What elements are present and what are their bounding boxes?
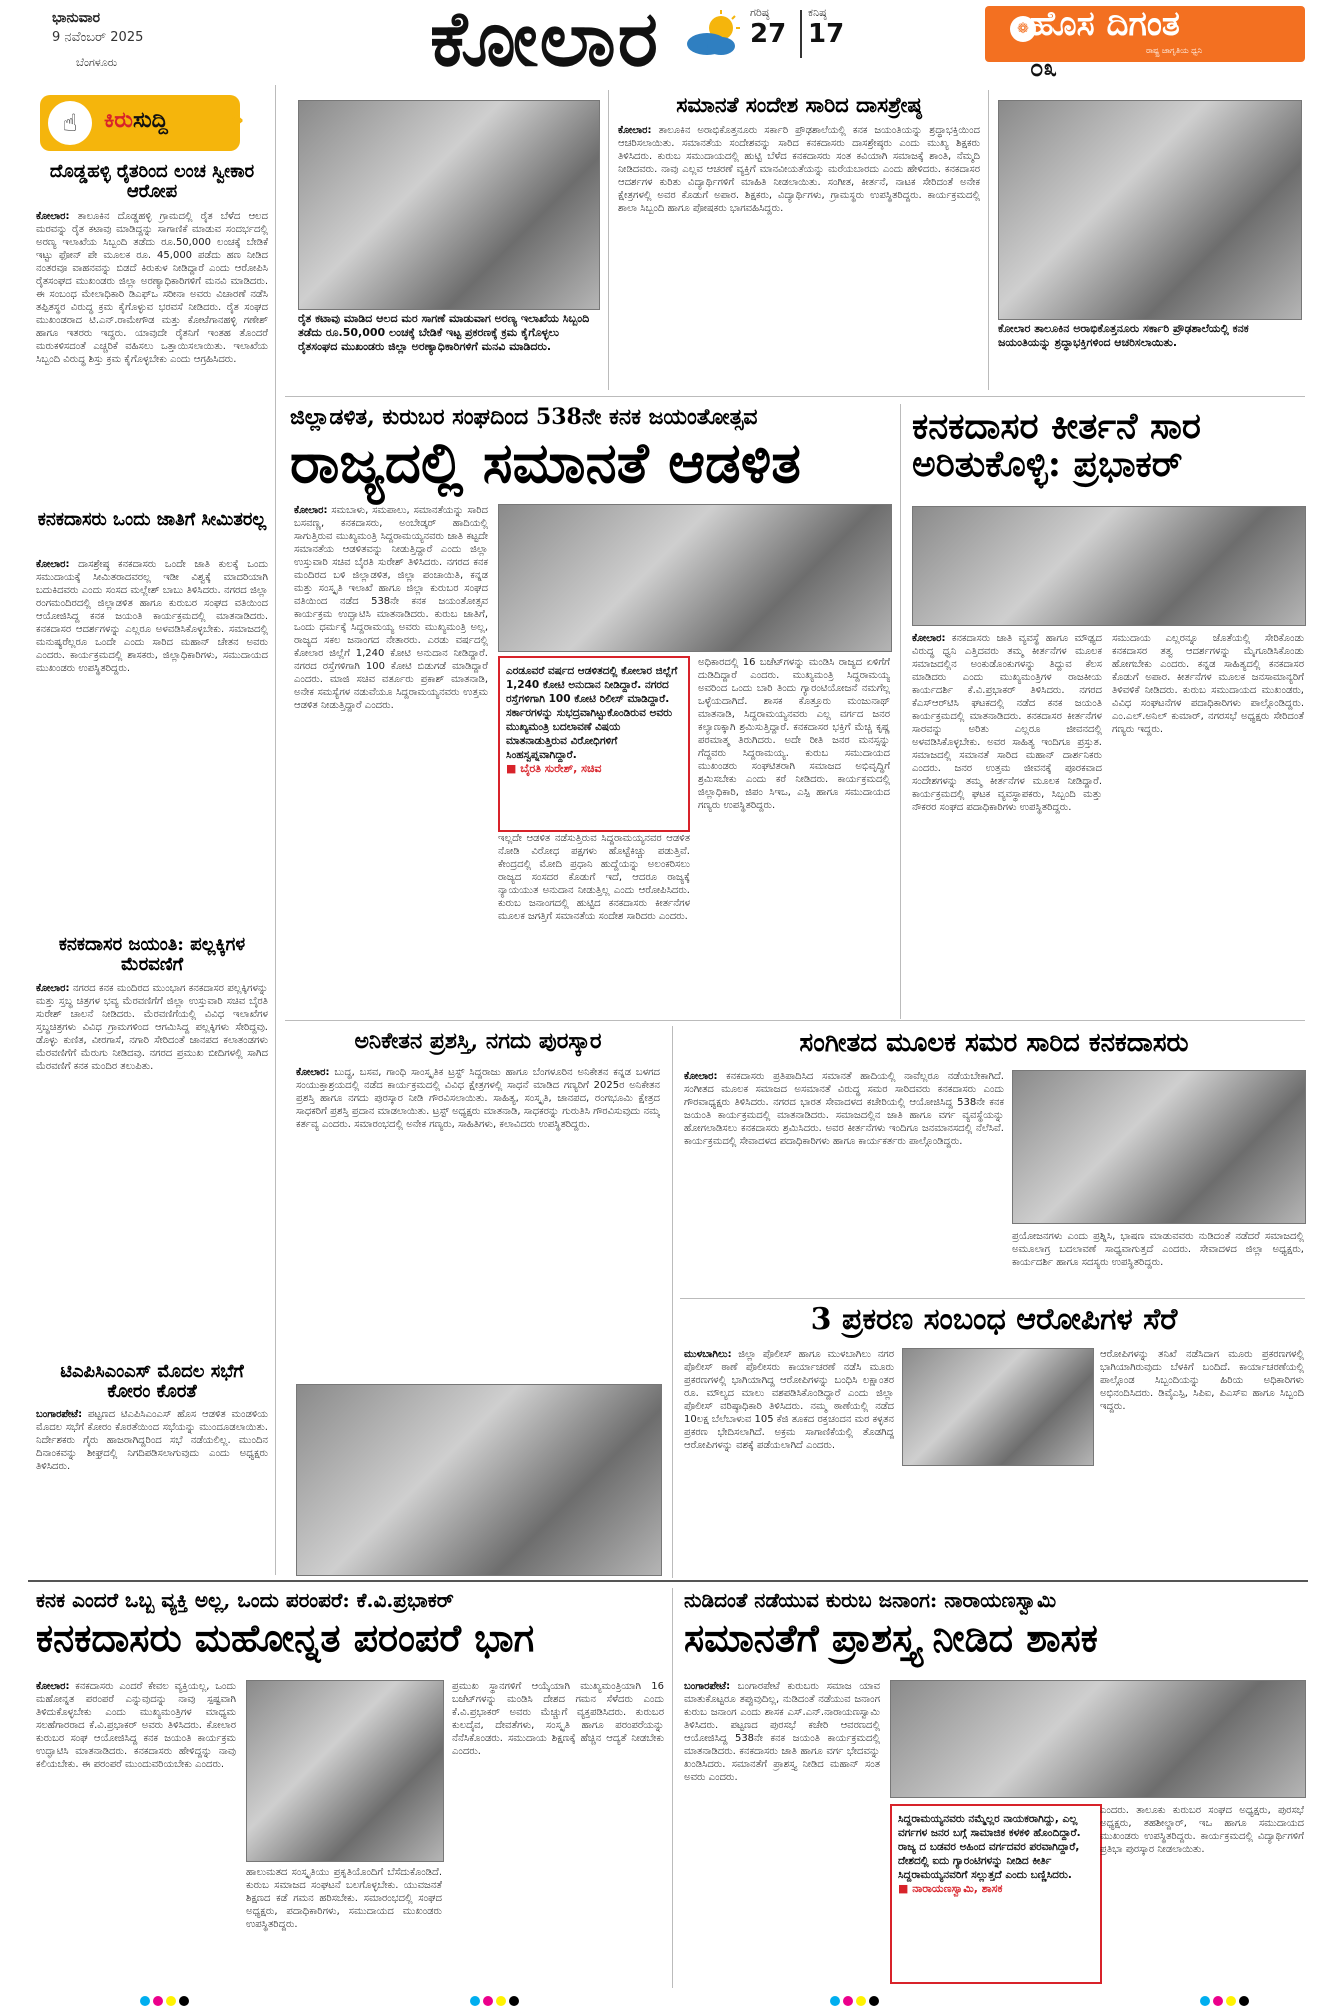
- bottom-right-event-photo: [890, 1680, 1306, 1798]
- lead-divider: [900, 404, 901, 1019]
- top-story-place: ಕೋಲಾರ:: [618, 125, 652, 136]
- story3-text: ನಗರದ ಕನಕ ಮಂದಿರದ ಮುಂಭಾಗ ಕನಕದಾಸರ ಪಲ್ಲಕ್ಕಿಗಳನ್ನು ಮತ್ತು ಸ್ತಬ್ಧ ಚಿತ್ರಗಳ ಭವ್ಯ ಮೆರವಣಿಗೆಗೆ ಜಿಲ್ಲಾ ಉಸ್ತುವಾರಿ ಸಚಿವ ಬೈರತಿ ಸುರೇಶ್ ಚಾಲನೆ ನೀಡಿದರು. ಮೆರವಣಿಗೆಯಲ್ಲಿ ವಿವಿಧ ಇಲಾಖೆಗಳ ಸ್ತಬ್ಧಚಿತ್ರಗಳು ವಿವಿಧ ಗ್ರಾಮಗಳಿಂದ ಆಗಮಿಸಿದ್ದ ಪಲ್ಲಕ್ಕಿಗಳು ಸೇರಿದ್ದವು. ಡೊಳ್ಳು ಕುಣಿತ, ವೀರಗಾಸೆ, ನಗಾರಿ ಸೇರಿದಂತೆ ಜಾನಪದ ಕಲಾತಂಡಗಳು ಮೆರವಣಿಗೆಗೆ ಮೆರುಗು ನೀಡಿದವು. ನಗರದ ಪ್ರಮುಖ ಬೀದಿಗಳಲ್ಲಿ ಸಾಗಿದ ಮೆರವಣಿಗೆ ಕನಕ ಮಂದಿರ ತಲುಪಿತು.: [36, 983, 268, 1072]
- masthead-edition: ಬೆಂಗಳೂರು: [76, 56, 118, 69]
- top-story-body: [618, 124, 980, 386]
- sangeeta-body: [684, 1070, 1004, 1290]
- page-number: ೦೩: [1030, 54, 1057, 82]
- right-story-text: ಕನಕದಾಸರು ಜಾತಿ ವ್ಯವಸ್ಥೆ ಹಾಗೂ ಮೌಢ್ಯದ ವಿರುದ್ಧ ಧ್ವನಿ ಎತ್ತಿದವರು ತಮ್ಮ ಕೀರ್ತನೆಗಳ ಮೂಲಕ ಸಮಾಜದಲ್ಲಿನ ಅಂಕುಡೊಂಕುಗಳನ್ನು ತಿದ್ದುವ ಕೆಲಸ ಮಾಡಿದರು ಎಂದು ಮುಖ್ಯಮಂತ್ರಿಗಳ ರಾಜಕೀಯ ಕಾರ್ಯದರ್ಶಿ ಕೆ.ವಿ.ಪ್ರಭಾಕರ್ ತಿಳಿಸಿದರು. ನಗರದ ಕೆಎಸ್‌ಆರ್‌ಟಿಸಿ ಘಟಕದಲ್ಲಿ ನಡೆದ ಕನಕ ಜಯಂತಿ ಕಾರ್ಯಕ್ರಮದಲ್ಲಿ ಮಾತನಾಡಿದರು. ಕನಕದಾಸರ ಕೀರ್ತನೆಗಳ ಸಾರವನ್ನು ಅರಿತು ಎಲ್ಲರೂ ಜೀವನದಲ್ಲಿ ಅಳವಡಿಸಿಕೊಳ್ಳಬೇಕು. ಅವರ ಸಾಹಿತ್ಯ ಇಂದಿಗೂ ಪ್ರಸ್ತುತ. ಸಮಾಜದಲ್ಲಿ ಸಮಾನತೆ ಸಾರಿದ ಮಹಾನ್ ದಾರ್ಶನಿಕರು ಎಂದರು. ಜನರ ಉತ್ತಮ ಜೀವನಕ್ಕೆ ಪೂರಕವಾದ ಸಂದೇಶಗಳನ್ನು ತಮ್ಮ ಕೀರ್ತನೆಗಳ ಮೂಲಕ ನೀಡಿದ್ದಾರೆ. ಕಾರ್ಯಕ್ರಮದಲ್ಲಿ ಘಟಕ ವ್ಯವಸ್ಥಾಪಕರು, ಸಿಬ್ಬಂದಿ ಮತ್ತು ನೌಕರರ ಸಂಘದ ಪದಾಧಿಕಾರಿಗಳು ಉಪಸ್ಥಿತರಿದ್ದರು.: [912, 633, 1102, 813]
- print-registration-marks: [140, 1991, 200, 2003]
- bottom-left-kicker: ಕನಕ ಎಂದರೆ ಒಬ್ಬ ವ್ಯಕ್ತಿ ಅಲ್ಲ, ಒಂದು ಪರಂಪರೆ: ಕೆ.ವಿ.ಪ್ರಭಾಕರ್: [36, 1588, 454, 1612]
- bottom-left-place: ಕೋಲಾರ:: [36, 1681, 70, 1692]
- aniketana-headline: ಅನಿಕೇತನ ಪ್ರಶಸ್ತಿ, ನಗದು ಪುರಸ್ಕಾರ: [354, 1028, 602, 1054]
- lead-body-col3: ಅಧಿಕಾರದಲ್ಲಿ 16 ಬಜೆಟ್‌ಗಳನ್ನು ಮಂಡಿಸಿ ರಾಜ್ಯದ ಏಳಿಗೆಗೆ ದುಡಿದಿದ್ದಾರೆ ಎಂದರು. ಮುಖ್ಯಮಂತ್ರಿ ಸಿದ್ದರಾಮಯ್ಯ ಅವರಿಂದ ಒಂದು ಬಾರಿ ತಿಂದು ಗ್ಯಾರಂಟಿಯೋಜನೆ ನಮಗೆಲ್ಲ ಒಳ್ಳೆಯದಾಗಿದೆ. ಶಾಸಕ ಕೊತ್ತೂರು ಮಂಜುನಾಥ್ ಮಾತನಾಡಿ, ಸಿದ್ದರಾಮಯ್ಯನವರು ಎಲ್ಲ ವರ್ಗದ ಜನರ ಕಲ್ಯಾಣಕ್ಕಾಗಿ ಶ್ರಮಿಸುತ್ತಿದ್ದಾರೆ. ಕನಕದಾಸರ ಭಕ್ತಿಗೆ ಮೆಚ್ಚಿ ಕೃಷ್ಣ ಪರಮಾತ್ಮ ತಿರುಗಿದರು. ಅದೇ ರೀತಿ ಜನರ ಮನಸ್ಸನ್ನು ಗೆದ್ದವರು ಸಿದ್ದರಾಮಯ್ಯ. ಕುರುಬ ಸಮುದಾಯದ ಮುಖಂಡರು ಸಂಘಟಿತರಾಗಿ ಸಮಾಜದ ಅಭಿವೃದ್ಧಿಗೆ ಶ್ರಮಿಸಬೇಕು ಎಂದು ಕರೆ ನೀಡಿದರು. ಕಾರ್ಯಕ್ರಮದಲ್ಲಿ ಜಿಲ್ಲಾಧಿಕಾರಿ, ಜಿಪಂ ಸಿಇಒ, ಎಸ್ಪಿ ಹಾಗೂ ಸಮುದಾಯದ ಗಣ್ಯರು ಉಪಸ್ಥಿತರಿದ್ದರು.: [698, 657, 890, 811]
- row-divider-4: [28, 1580, 1308, 1582]
- arrest-press-photo: [902, 1348, 1094, 1466]
- hand-icon: ☝: [48, 101, 92, 145]
- arrest-text: ಜಿಲ್ಲಾ ಪೊಲೀಸ್ ಹಾಗೂ ಮುಳಬಾಗಿಲು ನಗರ ಪೊಲೀಸ್ ಠಾಣೆ ಪೊಲೀಸರು ಕಾರ್ಯಾಚರಣೆ ನಡೆಸಿ ಮೂರು ಪ್ರಕರಣಗಳಲ್ಲಿ ಭಾಗಿಯಾಗಿದ್ದ ಆರೋಪಿಗಳನ್ನು ಬಂಧಿಸಿ ಲಕ್ಷಾಂತರ ರೂ. ಮೌಲ್ಯದ ಮಾಲು ವಶಪಡಿಸಿಕೊಂಡಿದ್ದಾರೆ ಎಂದು ಜಿಲ್ಲಾ ಪೊಲೀಸ್ ವರಿಷ್ಠಾಧಿಕಾರಿ ತಿಳಿಸಿದರು. ನಮ್ಮ ಠಾಣೆಯಲ್ಲಿ ನಡೆದ 10ಲಕ್ಷ ಬೆಲೆಬಾಳುವ 105 ಕೆಜಿ ತೂಕದ ರಕ್ತಚಂದನ ಮರ ಕಳ್ಳತನ ಪ್ರಕರಣ ಭೇದಿಸಲಾಗಿದೆ. ಅಕ್ರಮ ಸಾಗಾಣಿಕೆಯಲ್ಲಿ ತೊಡಗಿದ್ದ ಆರೋಪಿಗಳನ್ನು ವಶಕ್ಕೆ ಪಡೆಯಲಾಗಿದೆ ಎಂದರು.: [684, 1349, 894, 1451]
- sangeeta-event-photo: [1012, 1070, 1306, 1224]
- bottom-right-quote-byline: ■ ನಾರಾಯಣಸ್ವಾಮಿ, ಶಾಸಕ: [898, 1882, 1003, 1895]
- bottom-divider: [672, 1588, 673, 1988]
- sangeeta-text: ಕನಕದಾಸರು ಪ್ರತಿಪಾದಿಸಿದ ಸಮಾನತೆ ಹಾದಿಯಲ್ಲಿ ನಾವೆಲ್ಲರೂ ನಡೆಯಬೇಕಾಗಿದೆ. ಸಂಗೀತದ ಮೂಲಕ ಸಮಾಜದ ಅಸಮಾನತೆ ವಿರುದ್ಧ ಸಮರ ಸಾರಿದವರು ಕನಕದಾಸರು ಎಂದು ಗೌರವಾಧ್ಯಕ್ಷರು ತಿಳಿಸಿದರು. ನಗರದ ಭಾರತ ಸೇವಾದಳದ ಕಚೇರಿಯಲ್ಲಿ ಆಯೋಜಿಸಿದ್ದ 538ನೇ ಕನಕ ಜಯಂತಿ ಕಾರ್ಯಕ್ರಮದಲ್ಲಿ ಮಾತನಾಡಿದರು. ಸಮಾಜದಲ್ಲಿನ ಜಾತಿ ಹಾಗೂ ವರ್ಗ ವ್ಯವಸ್ಥೆಯನ್ನು ಹೋಗಲಾಡಿಸಲು ಕನಕದಾಸರು ಶ್ರಮಿಸಿದರು. ಅವರ ಕೀರ್ತನೆಗಳು ಇಂದಿಗೂ ಜನಮಾನಸದಲ್ಲಿ ನೆಲೆಸಿವೆ. ಕಾರ್ಯಕ್ರಮದಲ್ಲಿ ಸೇವಾದಳದ ಪದಾಧಿಕಾರಿಗಳು ಹಾಗೂ ಕಾರ್ಯಕರ್ತರು ಪಾಲ್ಗೊಂಡಿದ್ದರು.: [684, 1071, 1004, 1147]
- masthead-date: 9 ನವೆಂಬರ್ 2025: [52, 30, 144, 45]
- top-divider-2: [988, 90, 989, 390]
- sangeeta-body-col2: ಪ್ರಯೋಜನಗಳು ಎಂದು ಪ್ರಶ್ನಿಸಿ, ಭಾಷಣ ಮಾಡುವವರು ನುಡಿದಂತೆ ನಡೆದರೆ ಸಮಾಜದಲ್ಲಿ ಅಮೂಲಾಗ್ರ ಬದಲಾವಣೆ ಸಾಧ್ಯವಾಗುತ್ತದೆ ಎಂದರು. ಸೇವಾದಳದ ಜಿಲ್ಲಾ ಅಧ್ಯಕ್ಷರು, ಕಾರ್ಯದರ್ಶಿ ಹಾಗೂ ಸದಸ್ಯರು ಉಪಸ್ಥಿತರಿದ್ದರು.: [1012, 1231, 1304, 1268]
- bottom-right-quote-text: ಸಿದ್ದರಾಮಯ್ಯನವರು ನಮ್ಮೆಲ್ಲರ ನಾಯಕರಾಗಿದ್ದು, ಎಲ್ಲ ವರ್ಗಗಳ ಜನರ ಬಗ್ಗೆ ಸಾಮಾಜಿಕ ಕಳಕಳಿ ಹೊಂದಿದ್ದಾರೆ. ರಾಜ್ಯ ದ ಬಡವರ ಅಹಿಂದ ವರ್ಗದವರ ಪರವಾಗಿದ್ದಾರೆ, ದೇಶದಲ್ಲಿ ಐದು ಗ್ಯಾರಂಟಿಗಳನ್ನು ನೀಡಿದ ಕೀರ್ತಿ ಸಿದ್ದರಾಮಯ್ಯನವರಿಗೆ ಸಲ್ಲುತ್ತದೆ ಎಂದು ಬಣ್ಣಿಸಿದರು.: [898, 1813, 1081, 1881]
- kiru-suddi-label: [104, 108, 168, 133]
- row-divider-2: [285, 1020, 1305, 1021]
- bottom-left-body-col1: [36, 1680, 236, 1980]
- print-registration-marks-4: [1200, 1991, 1260, 2003]
- story4-headline: ಟಿಎಪಿಸಿಎಂಎಸ್ ಮೊದಲ ಸಭೆಗೆ ಕೋರಂ ಕೊರತೆ: [60, 1361, 244, 1402]
- min-temp-label: ಕನಿಷ್ಠ: [808, 6, 827, 19]
- school-photo-caption: ಕೋಲಾರ ತಾಲೂಕಿನ ಅರಾಭಿಕೊತ್ತನೂರು ಸರ್ಕಾರಿ ಪ್ರೌಢಶಾಲೆಯಲ್ಲಿ ಕನಕ ಜಯಂತಿಯನ್ನು ಶ್ರದ್ಧಾಭಕ್ತಿಗಳಿಂದ ಆಚರಿಸಲಾಯಿತು.: [998, 322, 1249, 349]
- weather-icon: [683, 8, 743, 60]
- temp-divider: [800, 10, 802, 58]
- lead-quote-author: ಬೈರತಿ ಸುರೇಶ್, ಸಚಿವ: [520, 762, 602, 775]
- max-temp-label: ಗರಿಷ್ಠ: [750, 6, 770, 19]
- story4-text: ಪಟ್ಟಣದ ಟಿಎಪಿಸಿಎಂಎಸ್ ಹೊಸ ಆಡಳಿತ ಮಂಡಳಿಯ ಮೊದಲ ಸಭೆಗೆ ಕೋರಂ ಕೊರತೆಯಿಂದ ಸಭೆಯನ್ನು ಮುಂದೂಡಲಾಯಿತು. ನಿರ್ದೇಶಕರು ಗೈರು ಹಾಜರಾಗಿದ್ದರಿಂದ ಸಭೆ ನಡೆಯಲಿಲ್ಲ. ಮುಂದಿನ ದಿನಾಂಕವನ್ನು ಶೀಘ್ರದಲ್ಲಿ ನಿಗದಿಪಡಿಸಲಾಗುವುದು ಎಂದು ಅಧ್ಯಕ್ಷರು ತಿಳಿಸಿದರು.: [36, 1409, 268, 1472]
- story1-place: ಕೋಲಾರ:: [36, 211, 70, 222]
- row-divider-1: [285, 396, 1305, 397]
- min-temp: [808, 6, 854, 62]
- kiru-part1: ಕಿರು: [104, 108, 133, 133]
- mid-divider: [672, 1026, 673, 1578]
- brand-name: ಹೊಸ ದಿಗಂತ: [1030, 4, 1180, 44]
- lead-quote-text: ಎರಡೂವರೆ ವರ್ಷದ ಆಡಳಿತದಲ್ಲಿ ಕೋಲಾರ ಜಿಲ್ಲೆಗೆ 1,240 ಕೋಟಿ ಅನುದಾನ ನೀಡಿದ್ದಾರೆ. ನಗರದ ರಸ್ತೆಗಳಿಗಾಗಿ 100 ಕೋಟಿ ರಿಲೀಸ್ ಮಾಡಿದ್ದಾರೆ. ಸರ್ಕಾರಗಳನ್ನು ಸುಭದ್ರವಾಗಿಟ್ಟುಕೊಂಡಿರುವ ಅವರು ಮುಖ್ಯಮಂತ್ರಿ ಬದಲಾವಣೆ ವಿಷಯ ಮಾತನಾಡುತ್ತಿರುವ ವಿರೋಧಿಗಳಿಗೆ ಸಿಂಹಸ್ವಪ್ನವಾಗಿದ್ದಾರೆ.: [506, 665, 678, 761]
- brand-tagline: ರಾಷ್ಟ್ರ ಜಾಗೃತಿಯ ಧ್ವನಿ: [1146, 46, 1203, 55]
- story2-text: ದಾಸಶ್ರೇಷ್ಠ ಕನಕದಾಸರು ಒಂದೇ ಜಾತಿ ಕುಲಕ್ಕೆ ಒಂದು ಸಮುದಾಯಕ್ಕೆ ಸೀಮಿತರಾದವರಲ್ಲ ಇಡೀ ವಿಶ್ವಕ್ಕೆ ಮಾದರಿಯಾಗಿ ಬದುಕಿದವರು ಎಂದು ಸಂಸದ ಮಲ್ಲೇಶ್ ಬಾಬು ತಿಳಿಸಿದರು. ನಗರದ ಜಿಲ್ಲಾ ರಂಗಮಂದಿರದಲ್ಲಿ ಜಿಲ್ಲಾಡಳಿತ ಹಾಗೂ ಕುರುಬರ ಸಂಘದ ವತಿಯಿಂದ ಆಯೋಜಿಸಿದ್ದ ಕನಕ ಜಯಂತಿ ಕಾರ್ಯಕ್ರಮದಲ್ಲಿ ಮಾತನಾಡಿದರು. ಕನಕದಾಸರ ಆದರ್ಶಗಳನ್ನು ಎಲ್ಲರೂ ಅಳವಡಿಸಿಕೊಳ್ಳಬೇಕು. ಸಮಾಜದಲ್ಲಿ ಮನುಷ್ಯರೆಲ್ಲರೂ ಒಂದೇ ಎಂದು ಸಾರಿದ ಮಹಾನ್ ಚೇತನ ಅವರು ಎಂದರು. ಕಾರ್ಯಕ್ರಮದಲ್ಲಿ ಶಾಸಕರು, ಜಿಲ್ಲಾಧಿಕಾರಿಗಳು, ಸಮುದಾಯದ ಮುಖಂಡರು ಉಪಸ್ಥಿತರಿದ್ದರು.: [36, 559, 268, 674]
- lead-text: ಸಮಬಾಳು, ಸಮಪಾಲು, ಸಮಾನತೆಯನ್ನು ಸಾರಿದ ಬಸವಣ್ಣ, ಕನಕದಾಸರು, ಅಂಬೇಡ್ಕರ್ ಹಾದಿಯಲ್ಲಿ ಸಾಗುತ್ತಿರುವ ಮುಖ್ಯಮಂತ್ರಿ ಸಿದ್ದರಾಮಯ್ಯನವರು ಜಾತಿ ಕಟ್ಟದೇ ಸಮಾನತೆಯ ಆಡಳಿತವನ್ನು ನೀಡುತ್ತಿದ್ದಾರೆ ಎಂದು ಜಿಲ್ಲಾ ಉಸ್ತುವಾರಿ ಸಚಿವ ಬೈರತಿ ಸುರೇಶ್ ತಿಳಿಸಿದರು. ನಗರದ ಕನಕ ಮಂದಿರದ ಬಳಿ ಜಿಲ್ಲಾಡಳಿತ, ಜಿಲ್ಲಾ ಪಂಚಾಯಿತಿ, ಕನ್ನಡ ಮತ್ತು ಸಂಸ್ಕೃತಿ ಇಲಾಖೆ ಹಾಗೂ ಜಿಲ್ಲಾ ಕುರುಬರ ಸಂಘದ ವತಿಯಿಂದ ನಡೆದ 538ನೇ ಕನಕ ಜಯಂತೋತ್ಸವ ಕಾರ್ಯಕ್ರಮ ಉದ್ಘಾಟಿಸಿ ಮಾತನಾಡಿದರು. ಕುರುಬ ಜಾತಿಗೆ, ಒಂದು ಧರ್ಮಕ್ಕೆ ಸಿದ್ದರಾಮಯ್ಯ ಅವರು ಮುಖ್ಯಮಂತ್ರಿ ಅಲ್ಲ, ರಾಜ್ಯದ ಸಕಲ ಜನಾಂಗದ ನೇತಾರರು. ಎರಡು ವರ್ಷದಲ್ಲಿ ಕೋಲಾರ ಜಿಲ್ಲೆಗೆ 1,240 ಕೋಟಿ ಅನುದಾನ ನೀಡಿದ್ದಾರೆ. ನಗರದ ರಸ್ತೆಗಳಿಗಾಗಿ 100 ಕೋಟಿ ಬಿಡುಗಡೆ ಮಾಡಿದ್ದಾರೆ ಎಂದರು. ಮಾಜಿ ಸಚಿವ ವರ್ತೂರು ಪ್ರಕಾಶ್ ಮಾತನಾಡಿ, ಅನೇಕ ಸಮಸ್ಯೆಗಳ ನಡುವೆಯೂ ಸಿದ್ದರಾಮಯ್ಯನವರು ಉತ್ತಮ ಆಡಳಿತ ನೀಡುತ್ತಿದ್ದಾರೆ ಎಂದರು.: [294, 505, 488, 711]
- bottom-right-text: ಬಂಗಾರಪೇಟೆ ಕುರುಬರು ಸಮಾಜ ಯಾವ ಮಾತುಕೊಟ್ಟರೂ ತಪ್ಪುವುದಿಲ್ಲ, ನುಡಿದಂತೆ ನಡೆಯುವ ಜನಾಂಗ ಕುರುಬ ಜನಾಂಗ ಎಂದು ಶಾಸಕ ಎಸ್.ಎನ್.ನಾರಾಯಣಸ್ವಾಮಿ ತಿಳಿಸಿದರು. ಪಟ್ಟಣದ ಪುರಸಭೆ ಕಚೇರಿ ಆವರಣದಲ್ಲಿ ಆಯೋಜಿಸಿದ್ದ 538ನೇ ಕನಕ ಜಯಂತಿ ಕಾರ್ಯಕ್ರಮದಲ್ಲಿ ಮಾತನಾಡಿದರು. ಕನಕದಾಸರು ಜಾತಿ ಹಾಗೂ ವರ್ಗ ಭೇದವನ್ನು ಖಂಡಿಸಿದರು. ಸಮಾನತೆಗೆ ಪ್ರಾಶಸ್ತ್ಯ ನೀಡಿದ ಮಹಾನ್ ಸಂತ ಅವರು ಎಂದರು.: [684, 1681, 880, 1783]
- brand-logo-icon: ❁: [1010, 16, 1036, 42]
- bottom-left-body-col3: ಹಾಲುಮತದ ಸಂಸ್ಕೃತಿಯು ಪ್ರಕೃತಿಯೊಂದಿಗೆ ಬೆಸೆದುಕೊಂಡಿದೆ. ಕುರುಬ ಸಮಾಜದ ಸಂಘಟನೆ ಬಲಗೊಳ್ಳಬೇಕು. ಯುವಜನತೆ ಶಿಕ್ಷಣದ ಕಡೆ ಗಮನ ಹರಿಸಬೇಕು. ಸಮಾರಂಭದಲ್ಲಿ ಸಂಘದ ಅಧ್ಯಕ್ಷರು, ಪದಾಧಿಕಾರಿಗಳು, ಸಮುದಾಯದ ಮುಖಂಡರು ಉಪಸ್ಥಿತರಿದ್ದರು.: [246, 1867, 442, 1930]
- lead-kicker: ಜಿಲ್ಲಾಡಳಿತ, ಕುರುಬರ ಸಂಘದಿಂದ 538ನೇ ಕನಕ ಜಯಂತೋತ್ಸವ: [290, 404, 758, 430]
- chevron-right-icon: »: [230, 108, 245, 133]
- arrest-place: ಮುಳಬಾಗಿಲು:: [684, 1349, 732, 1360]
- left-column-divider: [275, 85, 276, 1575]
- story2-body: [36, 558, 268, 898]
- kiru-part2: ಸುದ್ದಿ: [132, 108, 168, 133]
- right-story-place: ಕೋಲಾರ:: [912, 633, 946, 644]
- story2-place: ಕೋಲಾರ:: [36, 559, 70, 570]
- story2-headline: ಕನಕದಾಸರು ಒಂದು ಜಾತಿಗೆ ಸೀಮಿತರಲ್ಲ: [37, 509, 267, 530]
- top-story-headline: ಸಮಾನತೆ ಸಂದೇಶ ಸಾರಿದ ದಾಸಶ್ರೇಷ್ಠ: [676, 92, 922, 117]
- aniketana-body: [296, 1066, 660, 1372]
- bottom-right-body-col2: ಎಂದರು. ತಾಲೂಕು ಕುರುಬರ ಸಂಘದ ಅಧ್ಯಕ್ಷರು, ಪುರಸಭೆ ಅಧ್ಯಕ್ಷರು, ತಹಶೀಲ್ದಾರ್, ಇಒ ಹಾಗೂ ಸಮುದಾಯದ ಮುಖಂಡರು ಉಪಸ್ಥಿತರಿದ್ದರು. ಕಾರ್ಯಕ್ರಮದಲ್ಲಿ ವಿದ್ಯಾರ್ಥಿಗಳಿಗೆ ಪ್ರತಿಭಾ ಪುರಸ್ಕಾರ ನೀಡಲಾಯಿತು.: [1100, 1805, 1304, 1855]
- max-temp: [750, 6, 796, 62]
- right-story-body-col2: ಸಮುದಾಯ ಎಲ್ಲರನ್ನೂ ಜೊತೆಯಲ್ಲಿ ಸೇರಿಕೊಂಡು ಕನಕದಾಸರ ತತ್ವ ಆದರ್ಶಗಳನ್ನು ಮೈಗೂಡಿಸಿಕೊಂಡು ಹೋಗಬೇಕು ಎಂದರು. ಕನ್ನಡ ಸಾಹಿತ್ಯದಲ್ಲಿ ಕನಕದಾಸರ ಕೊಡುಗೆ ಅಪಾರ. ಕೀರ್ತನೆಗಳ ಮೂಲಕ ಜನಸಾಮಾನ್ಯರಿಗೆ ತಿಳಿವಳಿಕೆ ನೀಡಿದರು. ಕುರುಬ ಸಮುದಾಯದ ಮುಖಂಡರು, ವಿವಿಧ ಸಂಘಟನೆಗಳ ಪದಾಧಿಕಾರಿಗಳು ಪಾಲ್ಗೊಂಡಿದ್ದರು. ಎಂ.ಎಲ್.ಅನಿಲ್ ಕುಮಾರ್, ನಗರಸಭೆ ಅಧ್ಯಕ್ಷರು ಸೇರಿದಂತೆ ಗಣ್ಯರು ಇದ್ದರು.: [1112, 633, 1304, 735]
- max-temp-value: 27: [750, 19, 787, 49]
- story1-headline: ದೊಡ್ಡಹಳ್ಳಿ ರೈತರಿಂದ ಲಂಚ ಸ್ವೀಕಾರ ಆರೋಪ: [49, 161, 255, 202]
- top-story-text: ತಾಲೂಕಿನ ಅರಾಭಿಕೊತ್ತನೂರು ಸರ್ಕಾರಿ ಪ್ರೌಢಶಾಲೆಯಲ್ಲಿ ಕನಕ ಜಯಂತಿಯನ್ನು ಶ್ರದ್ಧಾಭಕ್ತಿಯಿಂದ ಆಚರಿಸಲಾಯಿತು. ಸಮಾನತೆಯ ಸಂದೇಶವನ್ನು ಸಾರಿದ ಕನಕದಾಸರು ದಾಸಶ್ರೇಷ್ಠರು ಎಂದು ಮುಖ್ಯ ಶಿಕ್ಷಕರು ತಿಳಿಸಿದರು. ಕುರುಬ ಸಮುದಾಯದಲ್ಲಿ ಹುಟ್ಟಿ ಬೆಳೆದ ಕನಕದಾಸರು ಸಂತ ಕವಿಯಾಗಿ ಸಮಾಜಕ್ಕೆ ಶಾಂತಿ, ನೆಮ್ಮದಿ ನೀಡಿದವರು. ನಾವು ಎಲ್ಲವ ಆಚರಣೆ ವ್ಯಕ್ತಿಗೆ ಮಾನವೀಯತೆಯನ್ನು ಮರೆಯಬಾರದು ಎಂದು ಹೇಳಿದರು. ಕನಕದಾಸರ ಆದರ್ಶಗಳ ಕುರಿತು ವಿದ್ಯಾರ್ಥಿಗಳಿಗೆ ಮಾಹಿತಿ ನೀಡಲಾಯಿತು. ಸಂಗೀತ, ಕೀರ್ತನೆ, ನಾಟಕ ಸೇರಿದಂತೆ ಅನೇಕ ಕ್ಷೇತ್ರಗಳಲ್ಲಿ ಅವರ ಕೊಡುಗೆ ಅಪಾರ. ಶಿಕ್ಷಕರು, ವಿದ್ಯಾರ್ಥಿಗಳು, ಗ್ರಾಮಸ್ಥರು ಉಪಸ್ಥಿತರಿದ್ದರು. ಕಾರ್ಯಕ್ರಮದಲ್ಲಿ ಶಾಲಾ ಸಿಬ್ಬಂದಿ ಹಾಗೂ ಪೋಷಕರು ಭಾಗವಹಿಸಿದ್ದರು.: [618, 125, 980, 214]
- lead-body-col2: ಇಲ್ಲದೇ ಆಡಳಿತ ನಡೆಸುತ್ತಿರುವ ಸಿದ್ದರಾಮಯ್ಯನವರ ಆಡಳಿತ ನೋಡಿ ವಿರೋಧ ಪಕ್ಷಗಳು ಹೊಟ್ಟೆಕಿಚ್ಚು ಪಡುತ್ತಿವೆ. ಕೇಂದ್ರದಲ್ಲಿ ಮೋದಿ ಪ್ರಧಾನಿ ಹುದ್ದೆಯನ್ನು ಅಲಂಕರಿಸಲು ರಾಜ್ಯದ ಸಂಸದರ ಕೊಡುಗೆ ಇದೆ, ಆದರೂ ರಾಜ್ಯಕ್ಕೆ ನ್ಯಾಯಯುತ ಅನುದಾನ ನೀಡುತ್ತಿಲ್ಲ ಎಂದು ಆರೋಪಿಸಿದರು. ಕುರುಬ ಜನಾಂಗದಲ್ಲಿ ಹುಟ್ಟಿದ ಕನಕದಾಸರು ಕೀರ್ತನೆಗಳ ಮೂಲಕ ಜಗತ್ತಿಗೆ ಸಮಾನತೆಯ ಸಂದೇಶ ಸಾರಿದರು ಎಂದರು.: [498, 833, 690, 922]
- lead-headline: ರಾಜ್ಯದಲ್ಲಿ ಸಮಾನತೆ ಆಡಳಿತ: [290, 430, 801, 496]
- story1-body: [36, 210, 268, 478]
- min-temp-value: 17: [808, 19, 845, 49]
- story3-headline: ಕನಕದಾಸರ ಜಯಂತಿ: ಪಲ್ಲಕ್ಕಿಗಳ ಮೆರವಣಿಗೆ: [58, 934, 246, 975]
- bottom-left-photo: [246, 1680, 444, 1862]
- farmers-petition-photo: [298, 100, 600, 310]
- school-kanaka-photo: [998, 100, 1302, 320]
- bottom-right-body-col1: [684, 1680, 880, 1980]
- print-registration-marks-3: [830, 1991, 890, 2003]
- lead-place: ಕೋಲಾರ:: [294, 505, 328, 516]
- sangeeta-headline: ಸಂಗೀತದ ಮೂಲಕ ಸಮರ ಸಾರಿದ ಕನಕದಾಸರು: [799, 1028, 1189, 1058]
- bottom-right-headline: ಸಮಾನತೆಗೆ ಪ್ರಾಶಸ್ತ್ಯ ನೀಡಿದ ಶಾಸಕ: [684, 1615, 1098, 1660]
- bottom-left-text: ಕನಕದಾಸರು ಎಂದರೆ ಕೇವಲ ವ್ಯಕ್ತಿಯಲ್ಲ, ಒಂದು ಮಹೋನ್ನತ ಪರಂಪರೆ ಎನ್ನುವುದನ್ನು ನಾವು ಸ್ಪಷ್ಟವಾಗಿ ತಿಳಿದುಕೊಳ್ಳಬೇಕು ಎಂದು ಮುಖ್ಯಮಂತ್ರಿಗಳ ಮಾಧ್ಯಮ ಸಲಹೆಗಾರರಾದ ಕೆ.ವಿ.ಪ್ರಭಾಕರ್ ಅವರು ತಿಳಿಸಿದರು. ಕೋಲಾರ ಕುರುಬರ ಸಂಘ ಆಯೋಜಿಸಿದ್ದ ಕನಕ ಜಯಂತಿ ಕಾರ್ಯಕ್ರಮ ಉದ್ಘಾಟಿಸಿ ಮಾತನಾಡಿದರು. ಕನಕದಾಸರು ಹೇಳಿದ್ದನ್ನು ನಾವು ಕಲಿಯಬೇಕು. ಈ ಪರಂಪರೆ ಮುಂದುವರಿಯಬೇಕು ಎಂದರು.: [36, 1681, 236, 1770]
- sangeeta-place: ಕೋಲಾರ:: [684, 1071, 718, 1082]
- lead-body-col1: [294, 504, 488, 1014]
- arrest-headline: 3 ಪ್ರಕರಣ ಸಂಬಂಧ ಆರೋಪಿಗಳ ಸೆರೆ: [810, 1302, 1178, 1337]
- right-story-photo: [912, 506, 1306, 626]
- bottom-right-quote-author: ನಾರಾಯಣಸ್ವಾಮಿ, ಶಾಸಕ: [912, 1882, 1003, 1895]
- bottom-right-quote-box: [890, 1804, 1102, 1984]
- print-registration-marks-2: [470, 1991, 530, 2003]
- top-divider-1: [608, 90, 609, 390]
- aniketana-place: ಕೋಲಾರ:: [296, 1067, 330, 1078]
- row-divider-3: [680, 1298, 1305, 1299]
- lead-event-photo: [498, 504, 892, 652]
- bottom-left-body-col2: ಪ್ರಮುಖ ಸ್ಥಾನಗಳಿಗೆ ಆಯ್ಕೆಯಾಗಿ ಮುಖ್ಯಮಂತ್ರಿಯಾಗಿ 16 ಬಜೆಟ್‌ಗಳನ್ನು ಮಂಡಿಸಿ ದೇಶದ ಗಮನ ಸೆಳೆದರು ಎಂದು ಕೆ.ವಿ.ಪ್ರಭಾಕರ್ ಅವರು ಮೆಚ್ಚುಗೆ ವ್ಯಕ್ತಪಡಿಸಿದರು. ಕುರುಬರ ಕುಲದೈವ, ದೇವತೆಗಳು, ಸಂಸ್ಕೃತಿ ಹಾಗೂ ಪರಂಪರೆಯನ್ನು ನೆನೆಸಿಕೊಂಡರು. ಸಮುದಾಯ ಶಿಕ್ಷಣಕ್ಕೆ ಹೆಚ್ಚಿನ ಆದ್ಯತೆ ನೀಡಬೇಕು ಎಂದರು.: [452, 1681, 664, 1757]
- bottom-right-kicker: ನುಡಿದಂತೆ ನಡೆಯುವ ಕುರುಬ ಜನಾಂಗ: ನಾರಾಯಣಸ್ವಾಮಿ: [684, 1588, 1057, 1612]
- story4-body: [36, 1408, 268, 1568]
- aniketana-text: ಬುದ್ಧ, ಬಸವ, ಗಾಂಧಿ ಸಾಂಸ್ಕೃತಿಕ ಟ್ರಸ್ಟ್ ಸಿದ್ದರಾಜು ಹಾಗೂ ಬೆಂಗಳೂರಿನ ಅನಿಕೇತನ ಕನ್ನಡ ಬಳಗದ ಸಂಯುಕ್ತಾಶ್ರಯದಲ್ಲಿ ನಡೆದ ಕಾರ್ಯಕ್ರಮದಲ್ಲಿ ವಿವಿಧ ಕ್ಷೇತ್ರಗಳಲ್ಲಿ ಸಾಧನೆ ಮಾಡಿದ ಗಣ್ಯರಿಗೆ 2025ರ ಅನಿಕೇತನ ಪ್ರಶಸ್ತಿ ಹಾಗೂ ನಗದು ಪುರಸ್ಕಾರ ನೀಡಿ ಗೌರವಿಸಲಾಯಿತು. ಸಾಹಿತ್ಯ, ಸಂಸ್ಕೃತಿ, ಜಾನಪದ, ರಂಗಭೂಮಿ ಕ್ಷೇತ್ರದ ಸಾಧಕರಿಗೆ ಪ್ರಶಸ್ತಿ ಪ್ರದಾನ ಮಾಡಲಾಯಿತು. ಟ್ರಸ್ಟ್ ಅಧ್ಯಕ್ಷರು ಮಾತನಾಡಿ, ಸಾಧಕರನ್ನು ಗುರುತಿಸಿ ಗೌರವಿಸುವುದು ನಮ್ಮ ಕರ್ತವ್ಯ ಎಂದರು. ಸಮಾರಂಭದಲ್ಲಿ ಅನೇಕ ಗಣ್ಯರು, ಸಾಹಿತಿಗಳು, ಕಲಾವಿದರು ಉಪಸ್ಥಿತರಿದ್ದರು.: [296, 1067, 660, 1130]
- story4-place: ಬಂಗಾರಪೇಟೆ:: [36, 1409, 83, 1420]
- aniketana-award-photo: [296, 1384, 662, 1576]
- story3-body: [36, 982, 268, 1352]
- right-story-body-col1: [912, 632, 1102, 1014]
- masthead-title: ಕೋಲಾರ: [430, 0, 660, 83]
- arrest-body-col2: ಆರೋಪಿಗಳನ್ನು ತನಿಖೆ ನಡೆಸಿದಾಗ ಮೂರು ಪ್ರಕರಣಗಳಲ್ಲಿ ಭಾಗಿಯಾಗಿರುವುದು ಬೆಳಕಿಗೆ ಬಂದಿದೆ. ಕಾರ್ಯಾಚರಣೆಯಲ್ಲಿ ಪಾಲ್ಗೊಂಡ ಸಿಬ್ಬಂದಿಯನ್ನು ಹಿರಿಯ ಅಧಿಕಾರಿಗಳು ಅಭಿನಂದಿಸಿದರು. ಡಿವೈಎಸ್ಪಿ, ಸಿಪಿಐ, ಪಿಎಸ್ಐ ಹಾಗೂ ಸಿಬ್ಬಂದಿ ಇದ್ದರು.: [1100, 1349, 1304, 1412]
- story3-place: ಕೋಲಾರ:: [36, 983, 70, 994]
- story1-text: ತಾಲೂಕಿನ ದೊಡ್ಡಹಳ್ಳಿ ಗ್ರಾಮದಲ್ಲಿ ರೈತ ಬೆಳೆದ ಆಲದ ಮರವನ್ನು ರೈತ ಕಟಾವು ಮಾಡಿದ್ದನ್ನು ಸಾಗಾಣಿಕೆ ಮಾಡುವ ಸಂದರ್ಭದಲ್ಲಿ ಅರಣ್ಯ ಇಲಾಖೆಯ ಸಿಬ್ಬಂದಿ ತಡೆದು ರೂ.50,000 ಲಂಚಕ್ಕೆ ಬೇಡಿಕೆ ಇಟ್ಟು ಫೋನ್ ಪೇ ಮೂಲಕ ರೂ. 45,000 ಪಡೆದು ಹಣ ನೀಡಿದ ನಂತರವೂ ವಾಹನವನ್ನು ಬಿಡದೆ ಕಿರುಕುಳ ನೀಡಿದ್ದಾರೆ ಎಂದು ಆರೋಪಿಸಿ ರೈತಸಂಘದ ಮುಖಂಡರು ಜಿಲ್ಲಾ ಅರಣ್ಯಾಧಿಕಾರಿಗಳಿಗೆ ಮನವಿ ಮಾಡಿದರು. ಈ ಸಂಬಂಧ ಮೇಲಾಧಿಕಾರಿ ಡಿಎಫ್‌ಒ ಸರೀನಾ ಅವರು ವಿಚಾರಣೆ ನಡೆಸಿ ತಪ್ಪಿತಸ್ಥರ ವಿರುದ್ಧ ಕ್ರಮ ಕೈಗೊಳ್ಳುವ ಭರವಸೆ ನೀಡಿದರು. ರೈತ ಸಂಘದ ಮುಖಂಡರಾದ ಟಿ.ಎನ್.ರಾಮೇಗೌಡ ಮತ್ತು ಕೋಟೆಗಾನಹಳ್ಳಿ ಗಣೇಶ್ ಹಾಗೂ ಇತರರು ಇದ್ದರು. ಯಾವುದೇ ರೈತನಿಗೆ ಇಂತಹ ತೊಂದರೆ ಮರುಕಳಿಸದಂತೆ ಎಚ್ಚರಿಕೆ ವಹಿಸಲು ಒತ್ತಾಯಿಸಲಾಯಿತು. ಇಲಾಖೆಯ ಸಿಬ್ಬಂದಿ ವಿರುದ್ಧ ಶಿಸ್ತು ಕ್ರಮ ಕೈಗೊಳ್ಳಬೇಕು ಎಂದು ಆಗ್ರಹಿಸಿದರು.: [36, 211, 268, 365]
- farmers-photo-caption: ರೈತ ಕಟಾವು ಮಾಡಿದ ಆಲದ ಮರ ಸಾಗಣೆ ಮಾಡುವಾಗ ಅರಣ್ಯ ಇಲಾಖೆಯ ಸಿಬ್ಬಂದಿ ತಡೆದು ರೂ.50,000 ಲಂಚಕ್ಕೆ ಬೇಡಿಕೆ ಇಟ್ಟ ಪ್ರಕರಣಕ್ಕೆ ಕ್ರಮ ಕೈಗೊಳ್ಳಲು ರೈತಸಂಘದ ಮುಖಂಡರು ಜಿಲ್ಲಾ ಅರಣ್ಯಾಧಿಕಾರಿಗಳಿಗೆ ಮನವಿ ಮಾಡಿದರು.: [298, 312, 590, 353]
- masthead-day: ಭಾನುವಾರ: [52, 10, 101, 26]
- lead-quote-byline: ■ ಬೈರತಿ ಸುರೇಶ್, ಸಚಿವ: [506, 762, 602, 775]
- bottom-left-headline: ಕನಕದಾಸರು ಮಹೋನ್ನತ ಪರಂಪರೆ ಭಾಗ: [36, 1615, 535, 1660]
- bottom-right-place: ಬಂಗಾರಪೇಟೆ:: [684, 1681, 731, 1692]
- arrest-body: [684, 1348, 894, 1574]
- right-story-headline: ಕನಕದಾಸರ ಕೀರ್ತನೆ ಸಾರ ಅರಿತುಕೊಳ್ಳಿ: ಪ್ರಭಾಕರ್: [912, 405, 1201, 485]
- lead-quote-box: [498, 656, 690, 832]
